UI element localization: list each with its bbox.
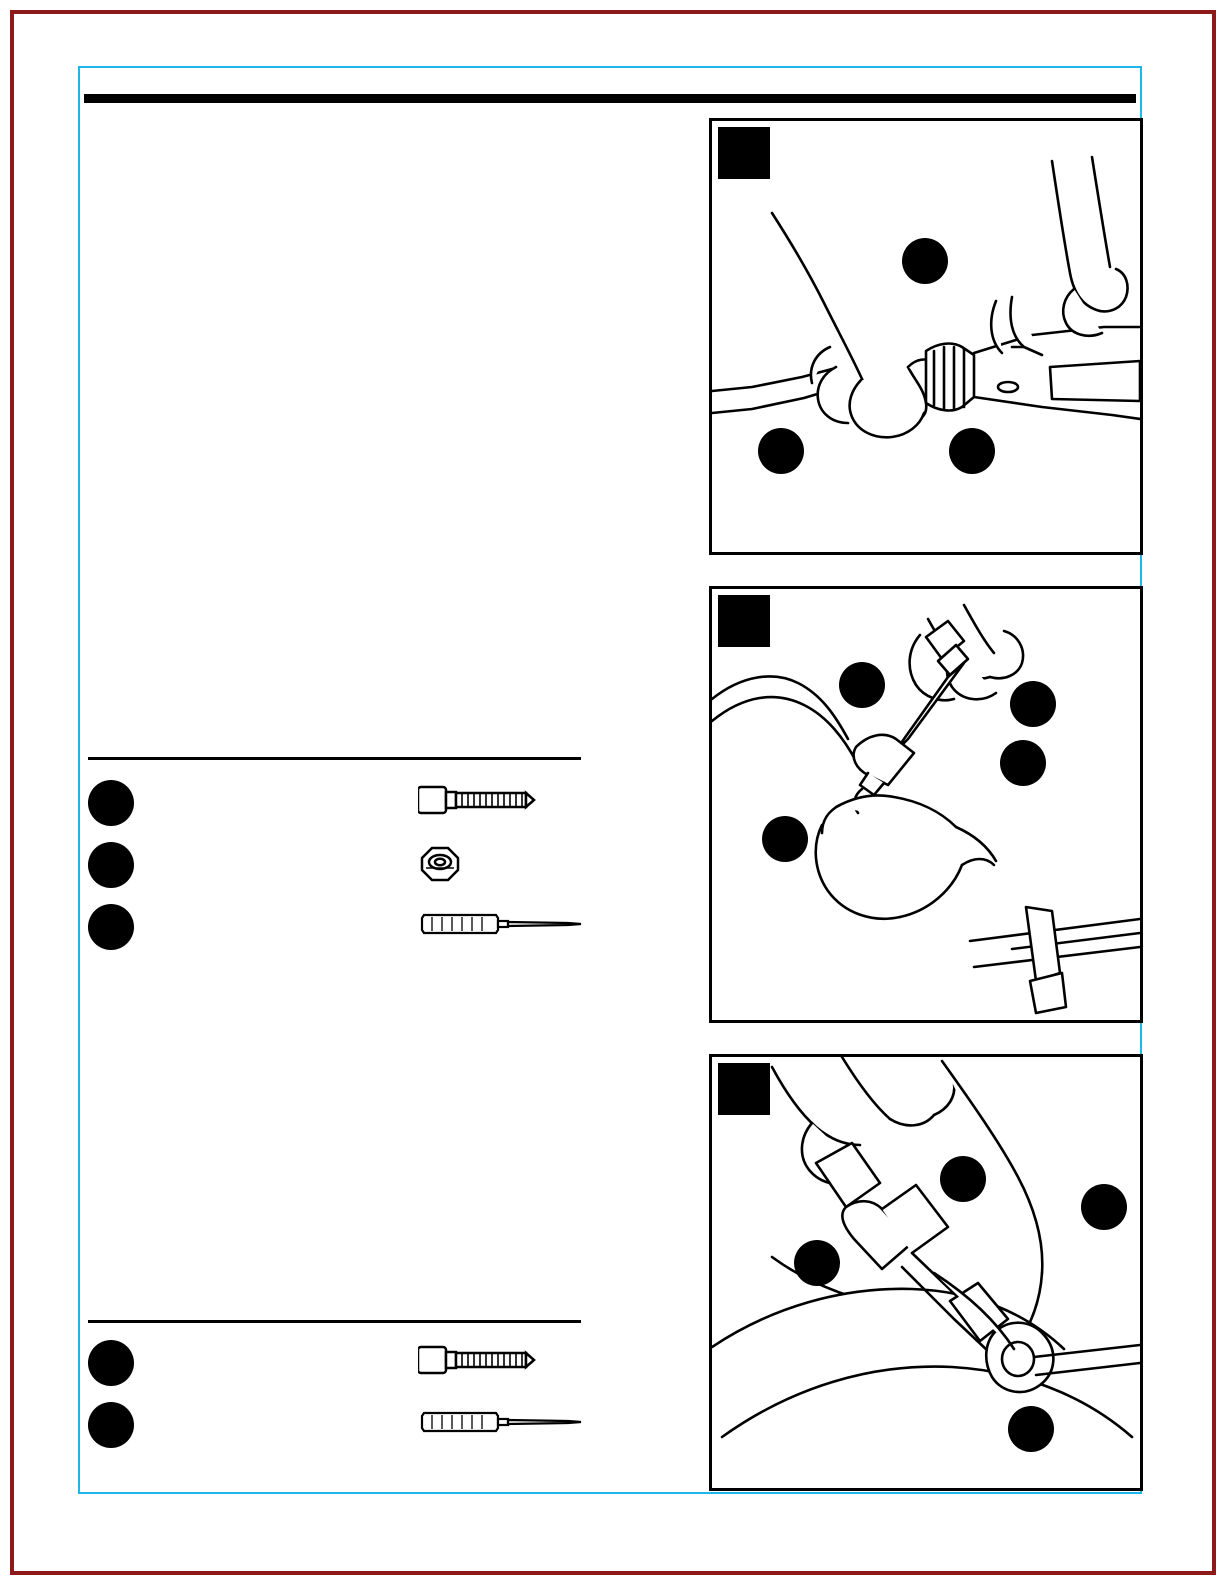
header-rule xyxy=(84,94,1136,103)
section-2-parts-list xyxy=(88,1340,648,1464)
part-bullet xyxy=(88,780,134,826)
figure-3-callout-c xyxy=(794,1240,840,1286)
figure-3-callout-d xyxy=(1008,1406,1054,1452)
section-1-parts-list xyxy=(88,780,648,966)
page-title xyxy=(88,60,1128,90)
list-item xyxy=(88,842,648,904)
figure-1-callout-a xyxy=(902,238,948,284)
figure-3 xyxy=(709,1054,1143,1491)
list-item xyxy=(88,904,648,966)
part-bullet xyxy=(88,1340,134,1386)
screwdriver-icon xyxy=(418,1402,608,1450)
list-item xyxy=(88,1402,648,1464)
figure-1 xyxy=(709,118,1143,555)
figure-2-callout-a xyxy=(839,662,885,708)
figure-1-illustration xyxy=(712,121,1140,552)
section-2-divider xyxy=(88,1320,581,1323)
section-1-divider xyxy=(88,757,581,760)
figure-1-callout-c xyxy=(949,428,995,474)
figure-2-callout-d xyxy=(762,816,808,862)
screwdriver-icon xyxy=(418,904,608,952)
figure-2-callout-c xyxy=(1000,740,1046,786)
lock-nut-icon xyxy=(418,842,608,890)
figure-1-callout-b xyxy=(758,428,804,474)
figure-3-callout-a xyxy=(940,1156,986,1202)
figure-2-callout-b xyxy=(1010,681,1056,727)
hex-bolt-icon xyxy=(418,1340,608,1388)
part-bullet xyxy=(88,904,134,950)
part-bullet xyxy=(88,1402,134,1448)
part-bullet xyxy=(88,842,134,888)
instructions-column xyxy=(88,112,688,1482)
hex-bolt-icon xyxy=(418,780,608,828)
figure-2 xyxy=(709,586,1143,1023)
figure-3-illustration xyxy=(712,1057,1140,1488)
figure-3-callout-b xyxy=(1081,1184,1127,1230)
list-item xyxy=(88,1340,648,1402)
figure-2-illustration xyxy=(712,589,1140,1020)
list-item xyxy=(88,780,648,842)
